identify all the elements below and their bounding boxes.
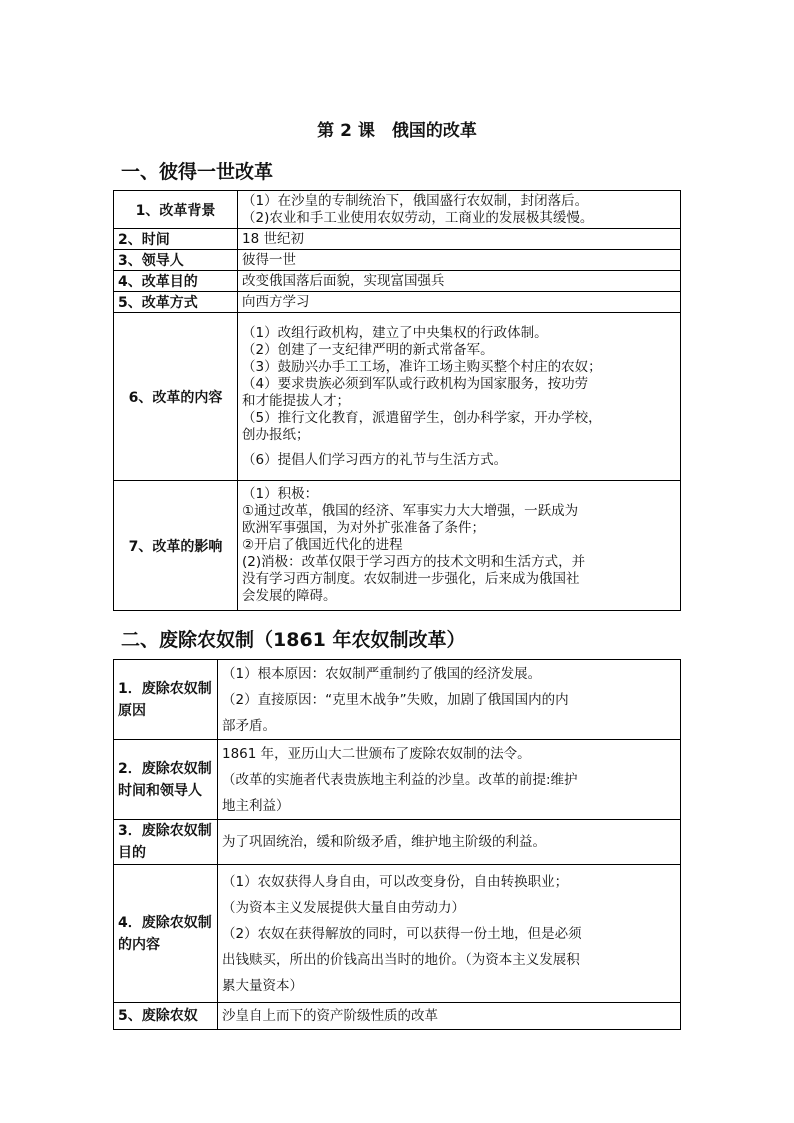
row-value: 1861 年，亚历山大二世颁布了废除农奴制的法令。 （改革的实施者代表贵族地主利益的沙皇。改革的前提:维护 地主利益）	[218, 740, 681, 820]
row-key: 2、时间	[114, 229, 238, 250]
table-row	[114, 229, 681, 250]
section-heading-peter-reform: 一、彼得一世改革	[121, 161, 274, 183]
table-row	[114, 660, 681, 740]
row-value: 向西方学习	[238, 292, 681, 313]
row-key: 4、改革目的	[114, 271, 238, 292]
row-value: （1）积极： ①通过改革，俄国的经济、军事实力大大增强，一跃成为 欧洲军事强国，为对外扩张准备了条件； ②开启了俄国近代化的进程 (2)消极：改革仅限于学习西方的技术文明和生活方式，并 没有学习西方制度。农奴制进一步强化，后来成为俄国社 会发展的障碍。	[238, 481, 681, 611]
row-key: 3、领导人	[114, 250, 238, 271]
row-key: 1、改革背景	[114, 191, 238, 229]
table-row	[114, 865, 681, 1003]
row-value: 沙皇自上而下的资产阶级性质的改革	[218, 1003, 681, 1030]
row-key: 5、废除农奴	[114, 1003, 218, 1030]
row-value: 为了巩固统治，缓和阶级矛盾，维护地主阶级的利益。	[218, 820, 681, 865]
row-value: （1）农奴获得人身自由，可以改变身份，自由转换职业； （为资本主义发展提供大量自由劳动力） （2）农奴在获得解放的同时，可以获得一份土地，但是必须 出钱赎买，所出的价钱高出当时的地价。（为资本主义发展积 累大量资本）	[218, 865, 681, 1003]
row-key: 1．废除农奴制原因	[114, 660, 218, 740]
row-value: 改变俄国落后面貌，实现富国强兵	[238, 271, 681, 292]
table-row	[114, 740, 681, 820]
table-row	[114, 250, 681, 271]
row-key: 5、改革方式	[114, 292, 238, 313]
row-key: 2．废除农奴制时间和领导人	[114, 740, 218, 820]
row-value: 彼得一世	[238, 250, 681, 271]
table-row	[114, 271, 681, 292]
table-row	[114, 313, 681, 481]
table-row	[114, 820, 681, 865]
table-row	[114, 292, 681, 313]
section-heading-serfdom-abolition: 二、废除农奴制（1861 年农奴制改革）	[121, 629, 466, 651]
table-row	[114, 481, 681, 611]
row-key: 6、改革的内容	[114, 313, 238, 481]
serfdom-abolition-table	[113, 659, 681, 1030]
row-key: 4．废除农奴制的内容	[114, 865, 218, 1003]
row-key: 3．废除农奴制目的	[114, 820, 218, 865]
row-value: （1）根本原因：农奴制严重制约了俄国的经济发展。 （2）直接原因：“克里木战争”失败，加剧了俄国国内的内 部矛盾。	[218, 660, 681, 740]
peter-reform-table	[113, 190, 681, 611]
lesson-title: 第 2 课 俄国的改革	[317, 121, 477, 141]
table-row	[114, 191, 681, 229]
row-value: 18 世纪初	[238, 229, 681, 250]
row-value: （1）改组行政机构，建立了中央集权的行政体制。 （2）创建了一支纪律严明的新式常备军。 （3）鼓励兴办手工工场，准许工场主购买整个村庄的农奴； （4）要求贵族必须到军队或行政机构为国家服务，按功劳 和才能提拔人才； （5）推行文化教育，派遣留学生，创办科学家，开办学校， 创办报纸； （6）提倡人们学习西方的礼节与生活方式。	[238, 313, 681, 481]
table-row	[114, 1003, 681, 1030]
row-value: （1）在沙皇的专制统治下，俄国盛行农奴制，封闭落后。 （2)农业和手工业使用农奴劳动，工商业的发展极其缓慢。	[238, 191, 681, 229]
row-key: 7、改革的影响	[114, 481, 238, 611]
